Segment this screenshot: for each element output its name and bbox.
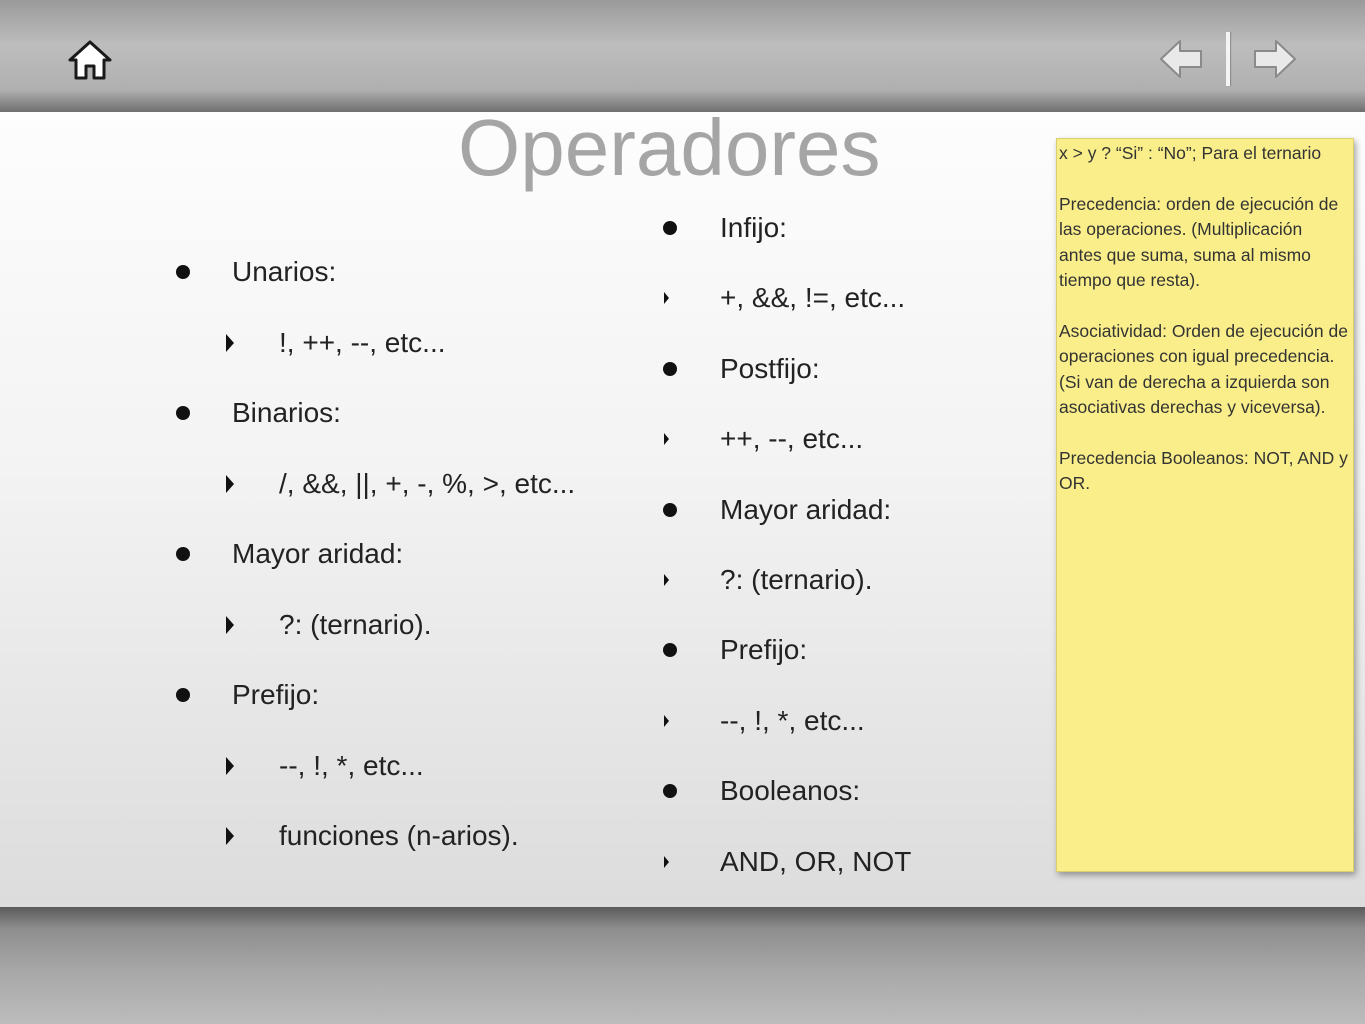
sub-list-item (226, 746, 424, 786)
note-paragraph: Asociatividad: Orden de ejecución de operaciones con igual precedencia. (Si van de derecha a izquierda son asociativas derechas y viceversa). (1059, 320, 1348, 417)
bullet-icon (663, 221, 677, 235)
sub-list-item (664, 701, 865, 741)
sub-bullet-icon (664, 574, 669, 586)
bottom-toolbar (0, 907, 1365, 1024)
list-item-text: Unarios: (232, 256, 337, 287)
arrow-left-icon (1158, 38, 1204, 80)
sub-bullet-icon (664, 856, 669, 868)
bullet-icon (176, 406, 190, 420)
list-item (663, 490, 891, 530)
list-item-text: /, &&, ||, +, -, %, >, etc... (279, 467, 576, 499)
list-item (176, 675, 319, 715)
list-item-text: Prefijo: (720, 634, 808, 666)
next-slide-button[interactable] (1252, 38, 1298, 80)
list-item-text: --, !, *, etc... (720, 704, 865, 736)
sub-bullet-icon (664, 433, 669, 445)
list-item-text: Binarios: (232, 397, 341, 428)
list-item-text: +, &&, !=, etc... (720, 282, 906, 314)
sub-list-item (664, 419, 863, 459)
list-item-text: ?: (ternario). (720, 564, 873, 595)
sub-list-item (664, 278, 905, 318)
sub-bullet-icon (226, 827, 234, 845)
list-item (176, 393, 341, 433)
slide-title: Operadores (458, 103, 881, 192)
sub-bullet-icon (226, 757, 234, 775)
list-item-text: --, !, *, etc... (279, 749, 424, 781)
list-item (663, 208, 787, 248)
list-item (663, 349, 820, 389)
list-item-text: Infijo: (720, 212, 787, 243)
list-item-text: Booleanos: (720, 775, 861, 807)
bullet-icon (663, 643, 677, 657)
sub-bullet-icon (664, 715, 669, 727)
list-item-text: !, ++, --, etc... (279, 326, 446, 358)
note-paragraph: Precedencia Booleanos: NOT, AND y OR. (1059, 447, 1348, 493)
sub-bullet-icon (664, 292, 669, 304)
sub-list-item (664, 842, 911, 882)
sub-bullet-icon (226, 334, 234, 352)
list-item (176, 252, 336, 292)
bullet-icon (176, 547, 190, 561)
list-item (663, 630, 807, 670)
sub-list-item (226, 605, 432, 645)
list-item (176, 534, 403, 574)
list-item-text: Mayor aridad: (232, 538, 404, 569)
bullet-icon (663, 784, 677, 798)
sub-list-item (226, 323, 446, 363)
bullet-icon (663, 362, 677, 376)
home-icon (68, 40, 112, 80)
sub-bullet-icon (226, 475, 234, 493)
list-item-text: funciones (n-arios). (279, 820, 519, 851)
note-paragraph: Precedencia: orden de ejecución de las operaciones. (Multiplicación antes que suma, suma al mismo tiempo que resta). (1059, 193, 1339, 290)
nav-divider (1226, 32, 1230, 86)
list-item-text: Prefijo: (232, 679, 320, 710)
sub-list-item (226, 816, 519, 856)
sub-bullet-icon (226, 616, 234, 634)
bullet-icon (663, 503, 677, 517)
list-item-text: Mayor aridad: (720, 493, 892, 525)
bullet-icon (176, 265, 190, 279)
note-paragraph: x > y ? “Si” : “No”; Para el ternario (1059, 143, 1322, 163)
list-item (663, 771, 860, 811)
sticky-note[interactable] (1056, 138, 1354, 872)
list-item-text: ?: (ternario). (279, 608, 432, 640)
list-item-text: ++, --, etc... (720, 423, 864, 455)
list-item-text: AND, OR, NOT (720, 845, 912, 877)
bullet-icon (176, 688, 190, 702)
sub-list-item (664, 560, 873, 600)
arrow-right-icon (1252, 38, 1298, 80)
sub-list-item (226, 464, 575, 504)
previous-slide-button[interactable] (1158, 38, 1204, 80)
home-button[interactable] (68, 40, 112, 80)
list-item-text: Postfijo: (720, 352, 820, 384)
